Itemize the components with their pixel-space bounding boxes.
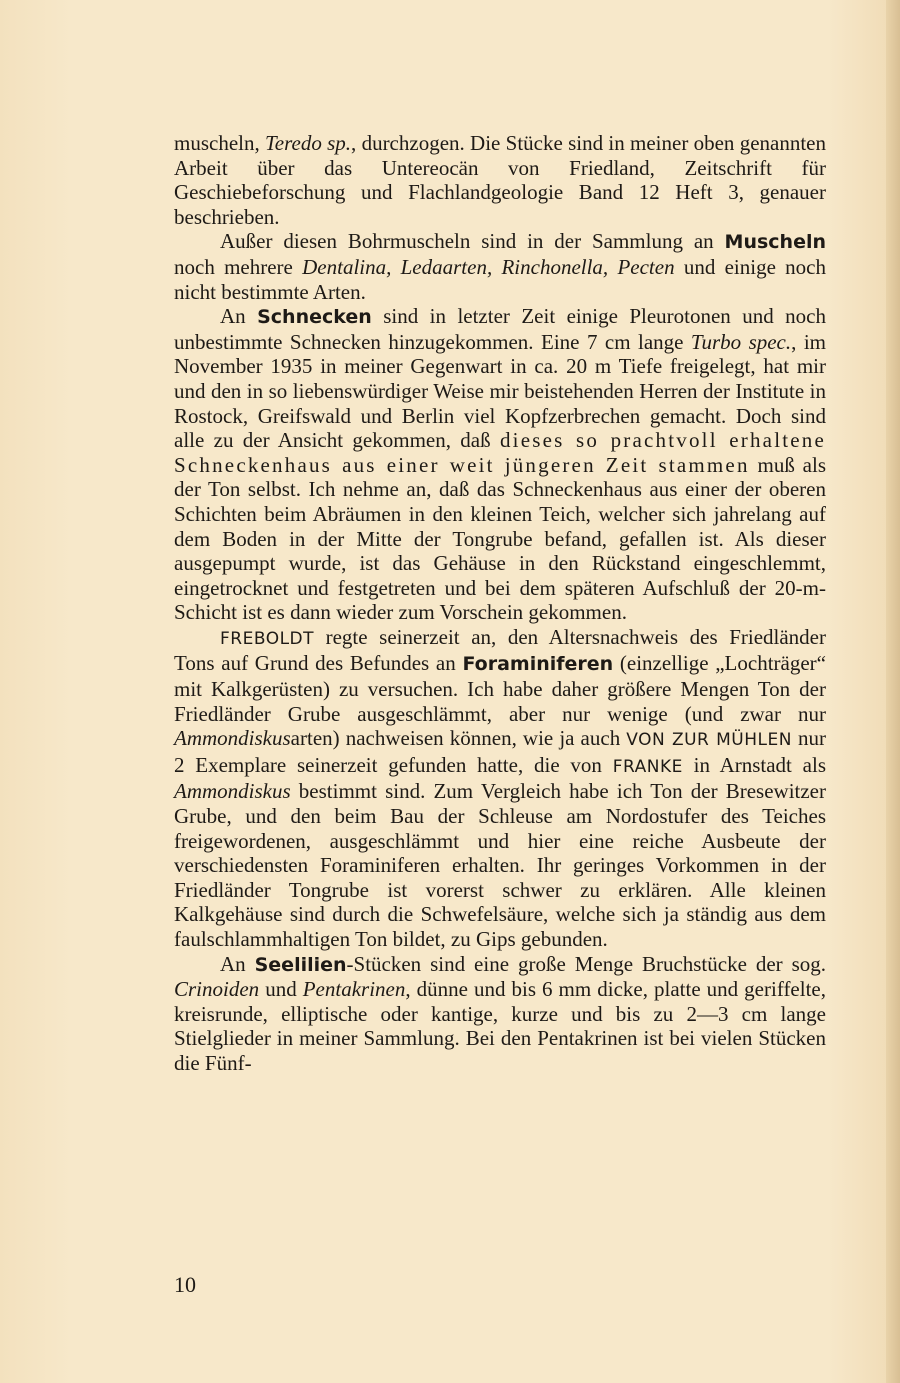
text-run: Ammondiskus [174,726,291,751]
body-text [174,131,826,1076]
text-run: Muscheln [724,231,826,254]
text-run: VON ZUR MÜHLEN [626,730,792,751]
text-run: FRANKE [612,756,683,777]
paragraph [174,952,826,1076]
paragraph [174,131,826,229]
text-run: Dentalina, Ledaarten, Rinchonella, Pecten [302,254,675,279]
text-run: An [220,951,255,976]
paragraph [174,229,826,304]
text-run: , im November 1935 in meiner Gegenwart in ca. 20 m Tiefe freigelegt, hat mir und den in so liebenswürdiger Weise mir beistehenden Herren der Institute in Rostock, Greifswald und Berlin viel Kopfzerbrechen gemacht. Doch sind alle zu der Ansicht gekommen, daß [174,329,827,453]
text-run: Teredo sp. [265,131,352,155]
text-run: Crinoiden [174,977,260,1002]
text-run: An [220,304,258,329]
text-run: Foraminiferen [462,653,614,676]
page-number: 10 [174,1272,196,1297]
text-run: , dünne und bis 6 mm dicke, platte und geriffelte, kreisrunde, elliptische oder kantige, kurze und bis zu 2—3 cm lange Stielglieder in meiner Sammlung. Bei den Pentakrinen ist bei vielen Stücken die Fünf- [174,977,826,1075]
text-run: bestimmt sind. Zum Vergleich habe ich Ton der Bresewitzer Grube, und den beim Bau der Schleuse am Nordostufer des Teiches freigewordenen, ausgeschlämmt und hier eine reiche Ausbeute der verschiedensten Foraminiferen erhalten. Ihr geringes Vorkommen in der Friedländer Tongrube ist vorerst schwer zu erklären. Alle kleinen Kalkgehäuse sind durch die Schwefelsäure, welche sich ja ständig aus dem faulschlammhaltigen Ton bildet, zu Gips gebunden. [174,779,826,951]
text-run: sind in letzter Zeit einige Pleurotonen und noch unbestimmte Schnecken hinzugekommen. Eine 7 cm lange [174,304,827,354]
text-run: Pentakrinen [302,977,406,1002]
text-run: Schnecken [257,306,372,329]
text-run: in Arnstadt als [682,752,826,777]
text-run: und [259,977,303,1002]
text-run: Turbo spec. [690,329,792,354]
text-run: muscheln, [174,131,266,155]
text-run: Seelilien [254,953,347,976]
text-run: -Stücken sind eine große Menge Bruchstücke der sog. [346,951,827,976]
text-run: dieses so prachtvoll erhaltene Schneckenhaus aus einer weit jüngeren Zeit stammen [174,428,827,477]
text-run: (einzellige „Lochträger“ mit Kalkgerüsten) zu versuchen. Ich habe daher größere Mengen Ton der Friedländer Grube ausgeschlämmt, aber nur wenige (und zwar nur [174,651,826,726]
paragraph [174,304,826,625]
text-run: regte seinerzeit an, den Altersnachweis des Friedländer Tons auf Grund des Befundes an [174,624,826,676]
text-run: und einige noch nicht bestimmte Arten. [174,254,826,304]
text-run: nur 2 Exemplare seinerzeit gefunden hatte, die von [174,726,826,777]
text-run: arten) nachweisen können, wie ja auch [290,726,627,751]
text-run: noch mehrere [174,254,303,279]
page-edge [886,0,900,1383]
text-run: , durchzogen. Die Stücke sind in meiner oben genannten Arbeit über das Untereocän von Friedland, Zeitschrift für Geschiebeforschung und Flachlandgeologie Band 12 Heft 3, genauer beschrieben. [174,131,827,229]
text-run: Ammondiskus [174,779,291,804]
text-run: muß als der Ton selbst. Ich nehme an, daß das Schneckenhaus aus einer der oberen Schichten beim Abräumen in den kleinen Teich, welcher sich jahrelang auf dem Boden in der Mitte der Tongrube befand, gefallen ist. Als dieser ausgepumpt wurde, ist das Gehäuse in den Rückstand eingeschlemmt, eingetrocknet und festgetreten und bei dem späteren Aufschluß der 20-m-Schicht ist es dann wieder zum Vorschein gekommen. [174,452,826,625]
text-run: FREBOLDT [220,628,315,649]
text-run: Außer diesen Bohrmuscheln sind in der Sammlung an [220,229,725,254]
paragraph [174,625,826,952]
